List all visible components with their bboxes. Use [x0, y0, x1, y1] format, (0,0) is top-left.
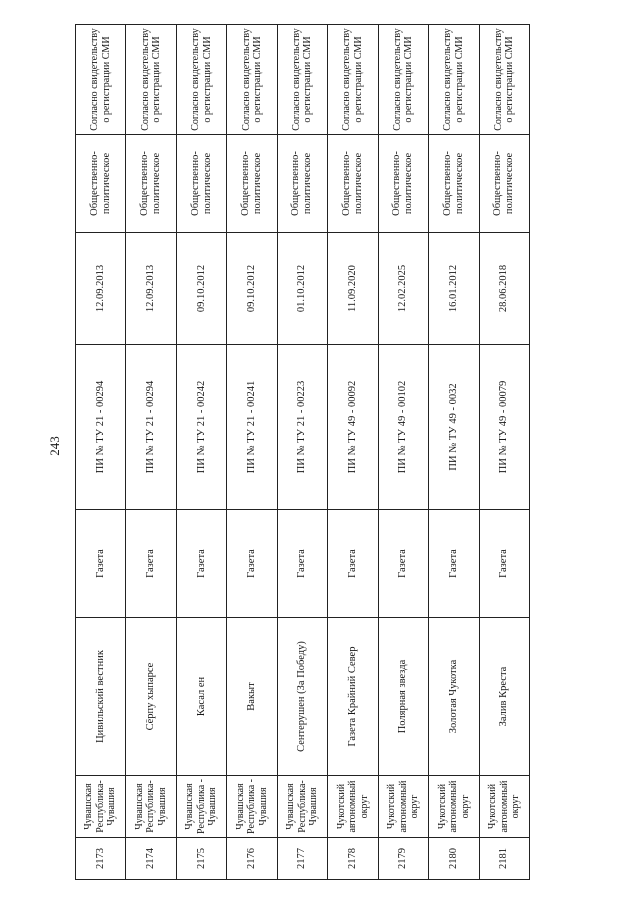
- media-form-cell: Газета: [277, 510, 327, 618]
- table-row: [176, 25, 226, 880]
- distribution-territory-cell: Согласно свидетельству о регистрации СМИ: [378, 25, 428, 135]
- registration-date-cell: 16.01.2012: [429, 233, 479, 345]
- license-number-cell: ПИ № ТУ 49 - 00079: [479, 345, 530, 510]
- table-row: [227, 25, 277, 880]
- media-form-cell: Газета: [479, 510, 530, 618]
- media-name-cell: Золотая Чукотка: [429, 618, 479, 776]
- registration-date-cell: 28.06.2018: [479, 233, 530, 345]
- media-form-cell: Газета: [76, 510, 126, 618]
- media-name-cell: Касал ен: [176, 618, 226, 776]
- specialization-cell: Общественно-политическое: [76, 135, 126, 233]
- region-cell: Чукотский автономный округ: [378, 776, 428, 838]
- distribution-territory-cell: Согласно свидетельству о регистрации СМИ: [76, 25, 126, 135]
- media-name-cell: Сëрпу хыпарсе: [126, 618, 176, 776]
- registration-date-cell: 01.10.2012: [277, 233, 327, 345]
- media-form-cell: Газета: [328, 510, 378, 618]
- media-registry-table: [75, 24, 530, 880]
- registration-date-cell: 12.02.2025: [378, 233, 428, 345]
- region-cell: Чукотский автономный округ: [328, 776, 378, 838]
- distribution-territory-cell: Согласно свидетельству о регистрации СМИ: [126, 25, 176, 135]
- table-body: [76, 25, 530, 880]
- specialization-cell: Общественно-политическое: [429, 135, 479, 233]
- region-cell: Чувашская Республика-Чувашия: [277, 776, 327, 838]
- media-name-cell: Сентерушен (За Победу): [277, 618, 327, 776]
- distribution-territory-cell: Согласно свидетельству о регистрации СМИ: [227, 25, 277, 135]
- distribution-territory-cell: Согласно свидетельству о регистрации СМИ: [479, 25, 530, 135]
- media-name-cell: Залив Креста: [479, 618, 530, 776]
- license-number-cell: ПИ № ТУ 21 - 00241: [227, 345, 277, 510]
- table-row: [328, 25, 378, 880]
- specialization-cell: Общественно-политическое: [328, 135, 378, 233]
- distribution-territory-cell: Согласно свидетельству о регистрации СМИ: [176, 25, 226, 135]
- media-name-cell: Вакыт: [227, 618, 277, 776]
- region-cell: Чукотский автономный округ: [479, 776, 530, 838]
- license-number-cell: ПИ № ТУ 21 - 00242: [176, 345, 226, 510]
- table-row: [76, 25, 126, 880]
- specialization-cell: Общественно-политическое: [176, 135, 226, 233]
- distribution-territory-cell: Согласно свидетельству о регистрации СМИ: [277, 25, 327, 135]
- row-number: 2181: [479, 838, 530, 880]
- license-number-cell: ПИ № ТУ 49 - 00092: [328, 345, 378, 510]
- region-cell: Чувашская Республика-Чувашия: [126, 776, 176, 838]
- registration-date-cell: 12.09.2013: [126, 233, 176, 345]
- media-form-cell: Газета: [126, 510, 176, 618]
- region-cell: Чукотский автономный округ: [429, 776, 479, 838]
- specialization-cell: Общественно-политическое: [277, 135, 327, 233]
- registration-date-cell: 11.09.2020: [328, 233, 378, 345]
- row-number: 2173: [76, 838, 126, 880]
- license-number-cell: ПИ № ТУ 21 - 00223: [277, 345, 327, 510]
- media-form-cell: Газета: [227, 510, 277, 618]
- registration-date-cell: 09.10.2012: [227, 233, 277, 345]
- table-row: [429, 25, 479, 880]
- row-number: 2174: [126, 838, 176, 880]
- page-number: 243: [47, 436, 62, 456]
- row-number: 2175: [176, 838, 226, 880]
- region-cell: Чувашская Республика - Чувашия: [227, 776, 277, 838]
- license-number-cell: ПИ № ТУ 21 - 00294: [76, 345, 126, 510]
- table-row: [479, 25, 530, 880]
- registration-date-cell: 12.09.2013: [76, 233, 126, 345]
- license-number-cell: ПИ № ТУ 21 - 00294: [126, 345, 176, 510]
- specialization-cell: Общественно-политическое: [227, 135, 277, 233]
- media-form-cell: Газета: [429, 510, 479, 618]
- media-name-cell: Полярная звезда: [378, 618, 428, 776]
- row-number: 2176: [227, 838, 277, 880]
- media-name-cell: Цивильский вестник: [76, 618, 126, 776]
- distribution-territory-cell: Согласно свидетельству о регистрации СМИ: [328, 25, 378, 135]
- row-number: 2178: [328, 838, 378, 880]
- media-name-cell: Газета Крайний Север: [328, 618, 378, 776]
- media-form-cell: Газета: [176, 510, 226, 618]
- registry-table-container: [75, 25, 530, 880]
- table-row: [126, 25, 176, 880]
- license-number-cell: ПИ № ТУ 49 - 0032: [429, 345, 479, 510]
- media-form-cell: Газета: [378, 510, 428, 618]
- table-row: [277, 25, 327, 880]
- region-cell: Чувашская Республика-Чувашия: [76, 776, 126, 838]
- specialization-cell: Общественно-политическое: [378, 135, 428, 233]
- row-number: 2180: [429, 838, 479, 880]
- license-number-cell: ПИ № ТУ 49 - 00102: [378, 345, 428, 510]
- specialization-cell: Общественно-политическое: [126, 135, 176, 233]
- row-number: 2177: [277, 838, 327, 880]
- registration-date-cell: 09.10.2012: [176, 233, 226, 345]
- row-number: 2179: [378, 838, 428, 880]
- table-row: [378, 25, 428, 880]
- distribution-territory-cell: Согласно свидетельству о регистрации СМИ: [429, 25, 479, 135]
- specialization-cell: Общественно-политическое: [479, 135, 530, 233]
- region-cell: Чувашская Республика - Чувашия: [176, 776, 226, 838]
